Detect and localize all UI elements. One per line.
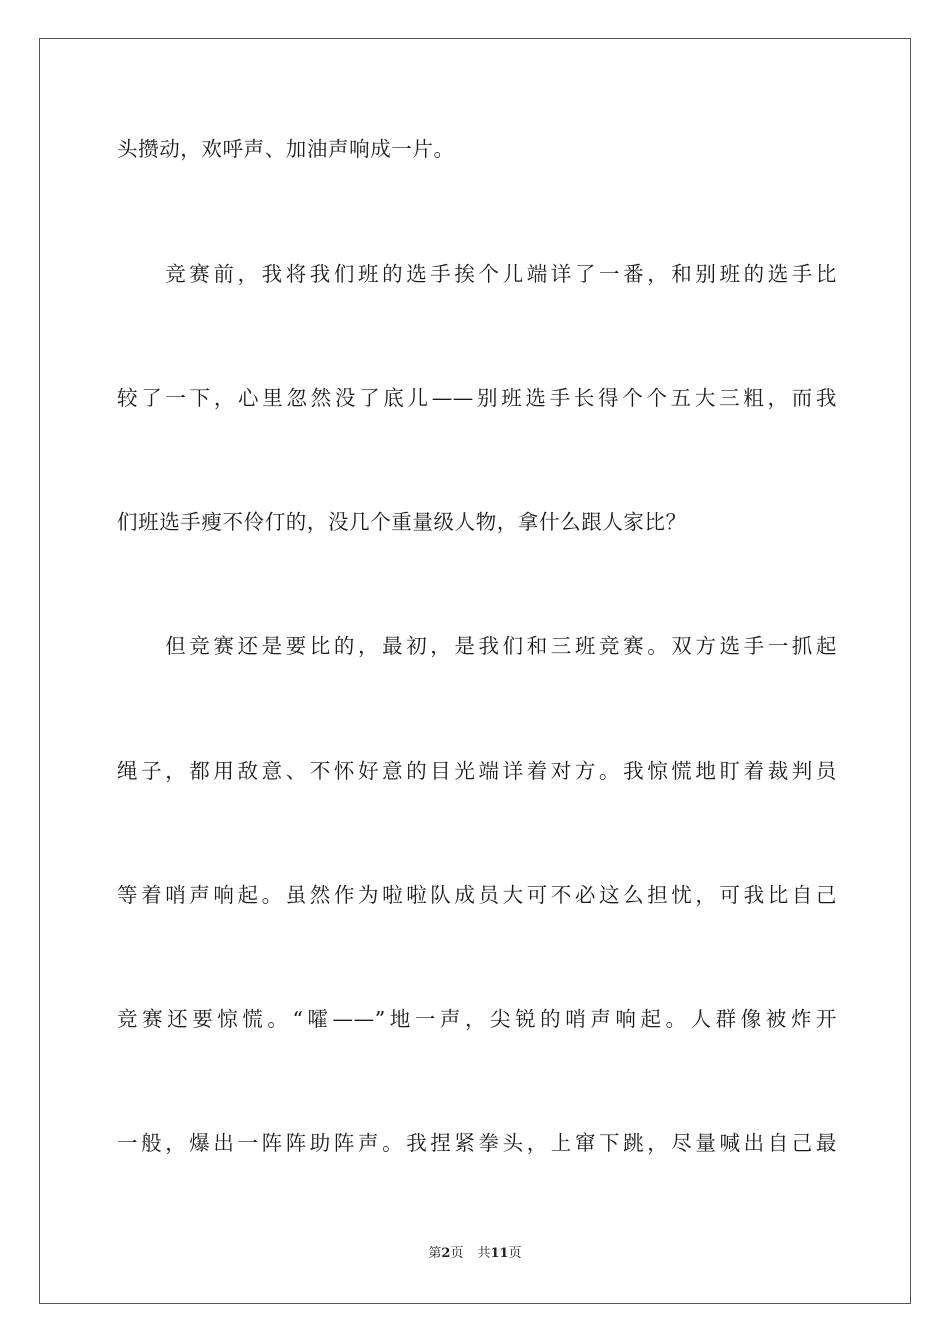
footer-total-prefix: 共 <box>477 1246 491 1261</box>
footer-total-suffix: 页 <box>508 1246 522 1261</box>
text-line-4: 们班选手瘦不伶仃的，没几个重量级人物，拿什么跟人家比？ <box>117 510 687 534</box>
text-line-3: 较了一下，心里忽然没了底儿——别班选手长得个个五大三粗，而我 <box>117 386 837 410</box>
page-frame <box>39 38 911 1304</box>
text-line-2: 竞赛前，我将我们班的选手挨个儿端详了一番，和别班的选手比 <box>117 262 837 286</box>
text-line-6: 绳子，都用敌意、不怀好意的目光端详着对方。我惊慌地盯着裁判员 <box>117 759 837 783</box>
footer-page-total: 11 <box>490 1246 509 1261</box>
footer-page-current: 2 <box>441 1246 451 1261</box>
text-line-9: 一般，爆出一阵阵助阵声。我捏紧拳头，上窜下跳，尽量喊出自己最 <box>117 1131 837 1155</box>
text-line-8: 竞赛还要惊慌。“嚯——”地一声，尖锐的哨声响起。人群像被炸开 <box>117 1007 837 1031</box>
page-footer <box>0 1245 950 1263</box>
text-line-1: 头攒动，欢呼声、加油声响成一片。 <box>117 137 455 161</box>
footer-page-prefix: 第 <box>428 1246 442 1261</box>
text-line-5: 但竞赛还是要比的，最初，是我们和三班竞赛。双方选手一抓起 <box>117 634 837 658</box>
text-line-7: 等着哨声响起。虽然作为啦啦队成员大可不必这么担忧，可我比自己 <box>117 883 837 907</box>
footer-page-suffix: 页 <box>450 1246 464 1261</box>
